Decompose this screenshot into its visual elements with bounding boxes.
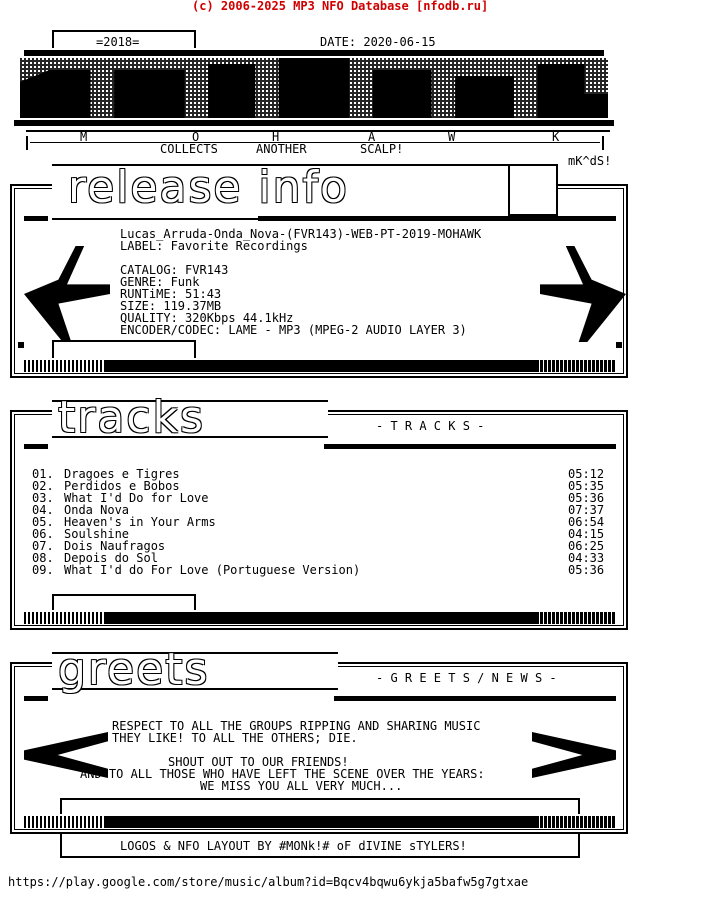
track-time: 04:33 <box>568 551 605 565</box>
track-number: 02. <box>32 479 54 493</box>
divider <box>52 340 54 358</box>
group-letter: H <box>272 130 280 144</box>
copyright-link[interactable]: (c) 2006-2025 MP3 NFO Database [nfodb.ru] <box>192 0 489 13</box>
divider <box>104 612 536 624</box>
release-date: DATE: 2020-06-15 <box>320 35 436 49</box>
divider <box>52 594 196 596</box>
track-time: 07:37 <box>568 503 605 517</box>
track-time: 05:36 <box>568 563 605 577</box>
track-time: 05:36 <box>568 491 605 505</box>
left-arrow-decoration <box>24 246 110 342</box>
track-number: 03. <box>32 491 54 505</box>
dither-bar <box>536 816 616 828</box>
divider <box>24 444 48 449</box>
divider <box>30 142 600 143</box>
divider <box>602 136 604 150</box>
divider <box>24 696 48 701</box>
divider <box>60 798 62 814</box>
track-title: Perdidos e Bobos <box>64 479 180 493</box>
greets-line: THEY LIKE! TO ALL THE OTHERS; DIE. <box>112 731 358 745</box>
track-time: 06:25 <box>568 539 605 553</box>
dither-bar <box>536 612 616 624</box>
tracks-logo: tracks <box>52 384 328 440</box>
release-size: SIZE: 119.37MB <box>120 299 222 313</box>
group-letter: M <box>80 130 88 144</box>
credits-line: LOGOS & NFO LAYOUT BY #MONk!# oF dIVINE sTYLERS! <box>120 839 467 853</box>
release-name: Lucas_Arruda-Onda_Nova-(FVR143)-WEB-PT-2019-MOHAWK <box>120 227 482 241</box>
release-encoder: ENCODER/CODEC: LAME - MP3 (MPEG-2 AUDIO LAYER 3) <box>120 323 467 337</box>
slogan-word: ANOTHER <box>256 142 307 156</box>
greets-heading: - G R E E T S / N E W S - <box>376 671 557 685</box>
divider <box>60 834 62 856</box>
track-number: 04. <box>32 503 54 517</box>
divider <box>258 216 616 221</box>
dither-bar <box>24 612 104 624</box>
slogan-word: SCALP! <box>360 142 404 156</box>
track-time: 05:12 <box>568 467 605 481</box>
track-title: Dragoes e Tigres <box>64 467 180 481</box>
album-url-link[interactable]: https://play.google.com/store/music/album?id=Bqcv4bqwu6ykja5bafw5g7gtxae <box>8 875 529 889</box>
track-time: 06:54 <box>568 515 605 529</box>
divider <box>52 30 54 48</box>
track-title: Heaven's in Your Arms <box>64 515 216 529</box>
divider <box>60 798 580 800</box>
release-year: =2018= <box>96 35 140 49</box>
track-title: Onda Nova <box>64 503 130 517</box>
divider <box>194 30 196 48</box>
divider <box>14 120 614 126</box>
track-number: 05. <box>32 515 54 529</box>
release-info-logo: release info <box>52 164 556 216</box>
track-title: What I'd Do for Love <box>64 491 209 505</box>
divider <box>26 130 610 132</box>
track-number: 06. <box>32 527 54 541</box>
track-time: 05:35 <box>568 479 605 493</box>
dither-bar <box>24 360 104 372</box>
dither-bar <box>536 360 616 372</box>
divider <box>578 798 580 814</box>
release-genre: GENRE: Funk <box>120 275 200 289</box>
group-letter: A <box>368 130 376 144</box>
greets-line: SHOUT OUT TO OUR FRIENDS! <box>168 755 349 769</box>
divider <box>324 444 616 449</box>
divider <box>24 50 604 56</box>
tracks-heading: - T R A C K S - <box>376 419 485 433</box>
group-letter: W <box>448 130 456 144</box>
greets-line: RESPECT TO ALL THE GROUPS RIPPING AND SHARING MUSIC <box>112 719 481 733</box>
release-quality: QUALITY: 320Kbps 44.1kHz <box>120 311 294 325</box>
track-number: 07. <box>32 539 54 553</box>
slogan-word: COLLECTS <box>160 142 218 156</box>
dither-bar <box>24 816 104 828</box>
track-title: Dois Naufragos <box>64 539 166 553</box>
greets-logo: greets <box>52 636 338 692</box>
divider <box>334 696 616 701</box>
track-number: 01. <box>32 467 54 481</box>
divider <box>578 834 580 856</box>
release-label: LABEL: Favorite Recordings <box>120 239 308 253</box>
release-runtime: RUNTiME: 51:43 <box>120 287 222 301</box>
divider <box>194 340 196 358</box>
track-title: What I'd do For Love (Portuguese Version) <box>64 563 361 577</box>
divider <box>52 594 54 610</box>
divider <box>616 342 622 348</box>
artist-tag: mK^dS! <box>568 154 612 168</box>
divider <box>60 856 580 858</box>
divider <box>52 30 196 32</box>
mohawk-logo <box>14 50 614 130</box>
divider <box>104 816 536 828</box>
track-number: 09. <box>32 563 54 577</box>
group-letter: K <box>552 130 560 144</box>
track-time: 04:15 <box>568 527 605 541</box>
group-letter: O <box>192 130 200 144</box>
divider <box>104 360 536 372</box>
right-arrow-decoration <box>540 246 626 342</box>
divider <box>26 136 28 150</box>
track-number: 08. <box>32 551 54 565</box>
track-title: Depois do Sol <box>64 551 158 565</box>
right-arrow-decoration <box>532 732 616 778</box>
greets-line: WE MISS YOU ALL VERY MUCH... <box>200 779 403 793</box>
divider <box>18 342 24 348</box>
divider <box>52 340 196 342</box>
divider <box>24 216 48 221</box>
track-title: Soulshine <box>64 527 130 541</box>
release-catalog: CATALOG: FVR143 <box>120 263 229 277</box>
greets-line: AND TO ALL THOSE WHO HAVE LEFT THE SCENE OVER THE YEARS: <box>80 767 485 781</box>
divider <box>194 594 196 610</box>
